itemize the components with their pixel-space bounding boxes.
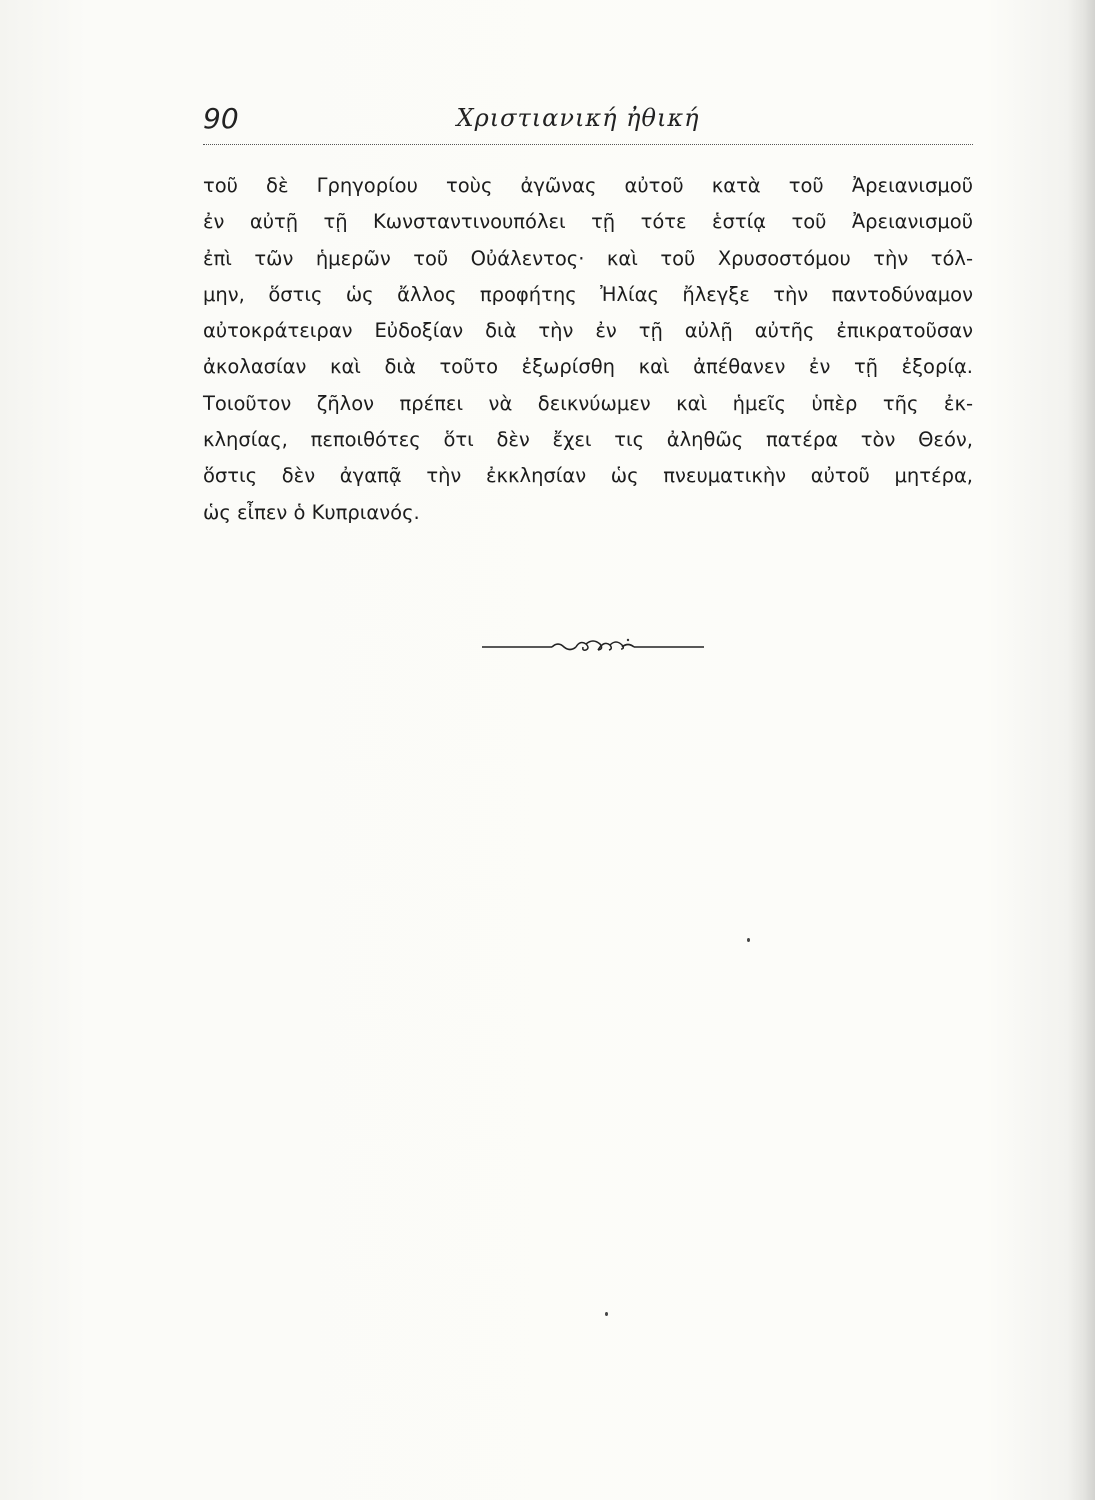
text-line: κλησίας, πεποιθότες ὅτι δὲν ἔχει τις ἀληθῶς πατέρα τὸν Θεόν, <box>203 428 973 452</box>
body-paragraph <box>203 168 973 531</box>
page-edge-shadow <box>1067 0 1095 1500</box>
text-line: Τοιοῦτον ζῆλον πρέπει νὰ δεικνύωμεν καὶ ἡμεῖς ὑπὲρ τῆς ἐκ- <box>203 391 973 415</box>
text-line: ὅστις δὲν ἀγαπᾷ τὴν ἐκκλησίαν ὡς πνευματικὴν αὐτοῦ μητέρα, <box>203 464 973 488</box>
paper-speck <box>747 938 750 942</box>
text-line: ἐν αὐτῇ τῇ Κωνσταντινουπόλει τῇ τότε ἑστίᾳ τοῦ Ἀρειανισμοῦ <box>203 210 973 234</box>
running-title: Χριστιανική ἠθική <box>456 104 700 132</box>
scroll-flourish-icon <box>482 636 704 656</box>
text-line: ἐπὶ τῶν ἡμερῶν τοῦ Οὐάλεντος· καὶ τοῦ Χρυσοστόμου τὴν τόλ- <box>203 246 973 270</box>
text-line: ἀκολασίαν καὶ διὰ τοῦτο ἐξωρίσθη καὶ ἀπέθανεν ἐν τῇ ἐξορίᾳ. <box>203 355 973 379</box>
text-line: μην, ὅστις ὡς ἄλλος προφήτης Ἠλίας ἤλεγξε τὴν παντοδύναμον <box>203 282 973 306</box>
paper-speck <box>605 1312 608 1316</box>
page-header <box>203 100 973 145</box>
text-line: τοῦ δὲ Γρηγορίου τοὺς ἀγῶνας αὐτοῦ κατὰ τοῦ Ἀρειανισμοῦ <box>203 174 973 197</box>
text-line: αὐτοκράτειραν Εὐδοξίαν διὰ τὴν ἐν τῇ αὐλῇ αὐτῆς ἐπικρατοῦσαν <box>203 319 973 343</box>
text-line: ὡς εἶπεν ὁ Κυπριανός. <box>203 500 420 524</box>
page-number: 90 <box>203 102 239 135</box>
